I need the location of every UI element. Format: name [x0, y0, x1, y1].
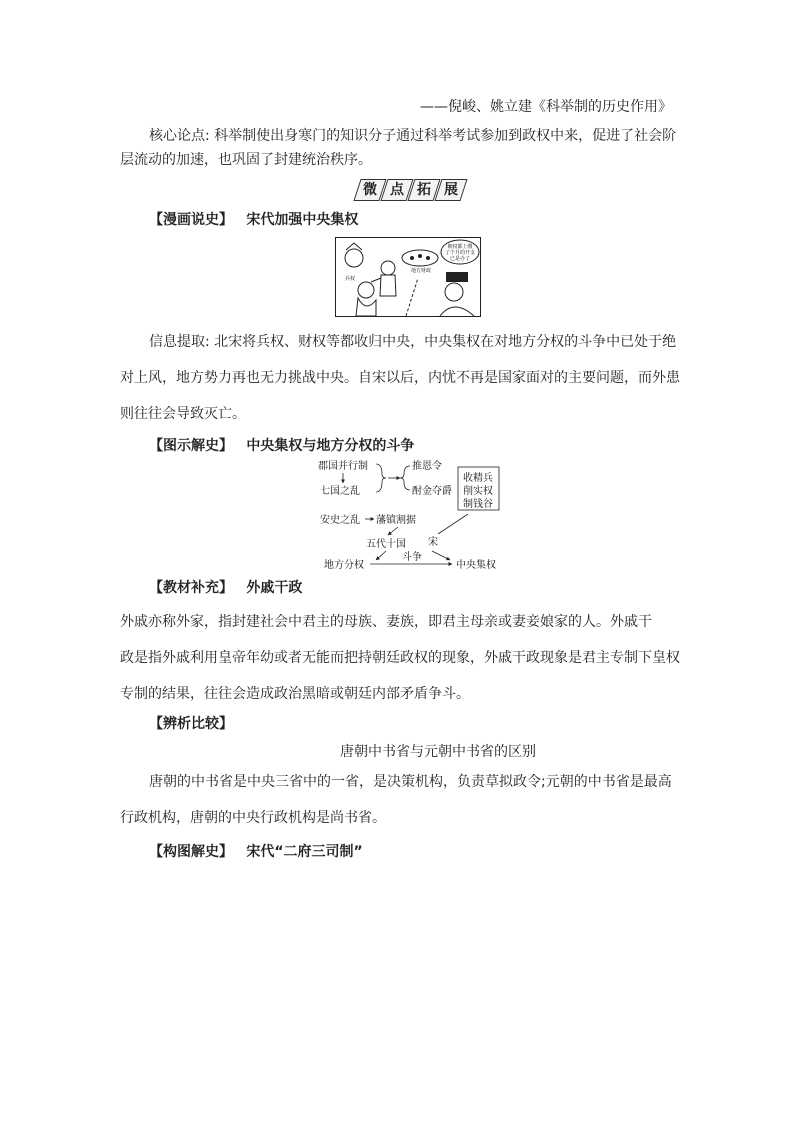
- comic-title: 宋代加强中央集权: [246, 212, 359, 228]
- label-difang-caizheng: 地方财政: [411, 268, 432, 274]
- box-line-2: 削实权: [463, 486, 493, 497]
- box-line-3: 制钱谷: [463, 499, 493, 510]
- diagram-heading: [149, 436, 414, 456]
- box-line-1: 收精兵: [463, 473, 493, 484]
- node-zhongyang: 中央集权: [456, 560, 496, 571]
- supplement-line-1: 外戚亦称外家，指封建社会中君主的母族、妻族，即君主母亲或妻妾娘家的人。外戚干: [120, 614, 652, 630]
- bubble-line-3: 已是办了: [449, 256, 471, 262]
- compare-line-2: 行政机构，唐朝的中央行政机构是尚书省。: [120, 810, 386, 826]
- comic-tag: 【漫画说史】: [149, 212, 233, 228]
- banner-char-3: 拓: [407, 179, 440, 201]
- banner-char-4: 展: [434, 179, 467, 201]
- supplement-line-2: 政是指外戚利用皇帝年幼或者无能而把持朝廷政权的现象，外戚干政现象是君主专制下皇权: [120, 650, 680, 666]
- supplement-heading: [149, 578, 302, 598]
- core-view-line-2: 层流动的加速，也巩固了封建统治秩序。: [120, 152, 372, 168]
- bubble-line-1: 朝权都上缴: [447, 244, 473, 250]
- label-bingquan: 兵权: [345, 276, 356, 282]
- node-wudai: 五代十国: [366, 539, 406, 550]
- bubble-line-2: 了个月的开支: [444, 250, 476, 256]
- supplement-tag: 【教材补充】: [149, 580, 233, 596]
- structure-heading: [149, 842, 363, 862]
- quote-source: ——倪峻、姚立建《科举制的历史作用》: [420, 99, 672, 115]
- node-fanzhen: 藩镇割据: [376, 515, 416, 526]
- diagram-title: 中央集权与地方分权的斗争: [246, 438, 415, 454]
- node-junguo: 郡国并行制: [318, 461, 368, 472]
- node-song: 宋: [428, 537, 438, 548]
- node-zhujin: 酎金夺爵: [412, 486, 452, 497]
- supplement-title: 外戚干政: [246, 580, 303, 596]
- diagram-tag: 【图示解史】: [149, 438, 233, 454]
- compare-heading: 唐朝中书省与元朝中书省的区别: [340, 744, 536, 760]
- banner-char-1: 微: [353, 179, 386, 201]
- structure-tag: 【构图解史】: [149, 844, 233, 860]
- info-line-2: 对上风，地方势力再也无力挑战中央。自宋以后，内忧不再是国家面对的主要问题，而外患: [120, 370, 680, 386]
- supplement-line-3: 专制的结果，往往会造成政治黑暗或朝廷内部矛盾争斗。: [120, 686, 470, 702]
- compare-tag: 【辨析比较】: [149, 716, 233, 732]
- info-line-1: 信息提取: 北宋将兵权、财权等都收归中央，中央集权在对地方分权的斗争中已处于绝: [149, 334, 677, 350]
- node-douzheng: 斗争: [402, 552, 422, 563]
- info-line-3: 则往往会导致灭亡。: [120, 406, 246, 422]
- struggle-diagram: [310, 456, 510, 572]
- banner-char-2: 点: [380, 179, 413, 201]
- node-anshi: 安史之乱: [320, 515, 360, 526]
- compare-line-1: 唐朝的中书省是中央三省中的一省，是决策机构，负责草拟政令;元朝的中书省是最高: [149, 774, 672, 790]
- core-view-line-1: 核心论点: 科举制使出身寒门的知识分子通过科举考试参加到政权中来，促进了社会阶: [149, 128, 677, 144]
- node-difang: 地方分权: [324, 560, 364, 571]
- comic-heading: [149, 210, 358, 230]
- node-tuien: 推恩令: [412, 461, 442, 472]
- node-qiguo: 七国之乱: [320, 486, 360, 497]
- cartoon-drawing: [336, 238, 480, 316]
- structure-title: 宋代“二府三司制”: [246, 844, 363, 860]
- song-centralization-cartoon: [335, 237, 481, 317]
